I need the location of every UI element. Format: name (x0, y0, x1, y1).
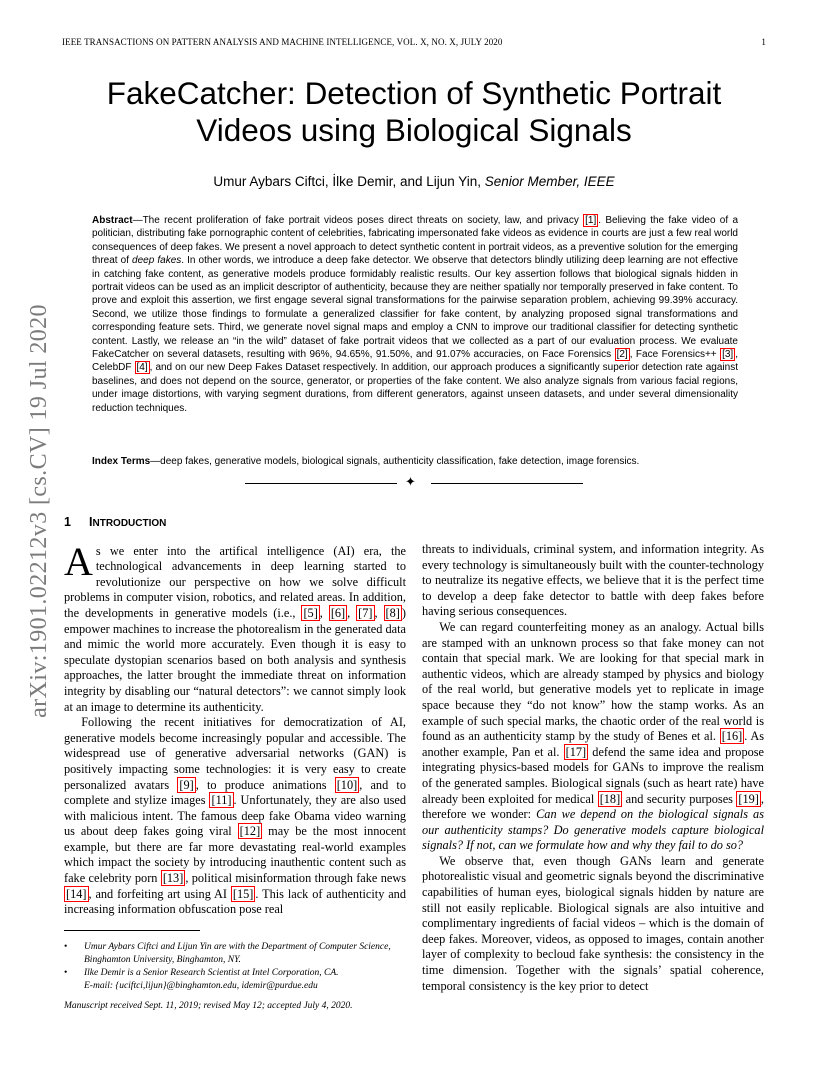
abstract-emphasis: deep fakes (132, 255, 182, 267)
abstract-text: . In other words, we introduce a deep fake detector. We observe that detectors blindly utilizing deep learning are not effective in catching fake content, as generative models produce formidably realistic results. Our key assertion follows that biological signals hidden in portrait videos can be used as an implicit descriptor of authenticity, because they are neither spatially nor temporally preserved in fake content. To prove and exploit this assertion, we first engage several signal transformations for the pairwise separation problem, achieving 99.39% accuracy. Second, we utilize those findings to formulate a generalized classifier for fake content, by analyzing proposed signal transformations and corresponding feature sets. Third, we generate novel signal maps and employ a CNN to improve our traditional classifier for detecting synthetic content. Lastly, we release an “in the wild” dataset of fake portrait videos that we collected as a part of our evaluation process. We evaluate FakeCatcher on several datasets, resulting with 96%, 94.65%, 91.50%, and 91.07% accuracies, on Face Forensics (92, 255, 739, 361)
paragraph-text: defend the same idea and propose integrating physics-based models for GANs to improve the realism of the generated samples. Biological signals (such as heart rate) have already been exploited for medical (422, 744, 765, 806)
paragraph-text: , (347, 605, 357, 620)
footnote-item: • Umur Aybars Ciftci and Lijun Yin are with the Department of Computer Science, Binghamton University, Binghamton, NY. (64, 941, 406, 966)
footnote-item (64, 967, 406, 992)
citation-link[interactable]: [5] (303, 605, 318, 620)
footnote-email: E-mail: {uciftci,lijun}@binghamton.edu, idemir@purdue.edu (84, 980, 318, 991)
citation-link[interactable]: [1] (585, 215, 597, 226)
paragraph-text: . This lack of authenticity and increasing information obfuscation pose real (64, 886, 406, 917)
abstract-label: Abstract (92, 215, 133, 226)
divider-line-left (245, 483, 397, 484)
abstract-text: . Believing the fake video of a politician, distributing fake pornographic content of celebrities, fabricating impersonated fake videos as evidence in courts are just a few real world consequences of deep fakes. We present a novel approach to detect synthetic content in portrait videos, as a preventive solution for the emerging threat of (92, 215, 739, 267)
section-title-rest: NTRODUCTION (92, 518, 167, 529)
citation-link[interactable]: [3] (722, 349, 734, 361)
paragraph-text: , therefore we wonder: (422, 791, 764, 822)
paragraph-text: and security purposes (622, 791, 737, 806)
author-names: Umur Aybars Ciftci, İlke Demir, and Lijun Yin, (213, 174, 482, 189)
citation-link[interactable]: [9] (179, 777, 194, 792)
author-membership: Senior Member, IEEE (484, 174, 615, 189)
paragraph (64, 715, 406, 918)
abstract-text: —The recent proliferation of fake portrait videos poses direct threats on society, law, and privacy (132, 215, 584, 226)
paragraph-text: , and to complete and stylize images (64, 777, 406, 808)
citation-link[interactable]: [17] (565, 744, 587, 759)
paragraph-text: , and forfeiting art using AI (88, 886, 231, 901)
index-terms-label: Index Terms (92, 456, 151, 467)
paragraph-text: We can regard counterfeiting money as an analogy. Actual bills are stamped with an unknown process so that fake money can not contain that special mark. We are looking for that special mark in authentic videos, which are already stamped by physics and biology of the real world, but generative models yet to replicate in image space because they “do not know” how the stamp works. As an example of such special marks, the chaotic order of the real world is found as an authenticity stamp by the study of Benes et al. (422, 619, 764, 744)
title-line-1: FakeCatcher: Detection of Synthetic Portrait (106, 75, 722, 111)
index-terms-text: —deep fakes, generative models, biological signals, authenticity classification, fake detection, image forensics. (150, 456, 640, 467)
footnotes (64, 941, 406, 1013)
paragraph-text: , (319, 605, 329, 620)
page-number: 1 (761, 37, 766, 47)
paragraph-text: , political misinformation through fake news (185, 871, 407, 886)
citation-link[interactable]: [15] (232, 886, 254, 901)
citation-link[interactable]: [13] (162, 871, 184, 886)
abstract-text: , CelebDF (92, 349, 738, 374)
paragraph (64, 538, 406, 716)
paper-title (60, 75, 768, 149)
citation-link[interactable]: [19] (738, 791, 759, 806)
citation-link[interactable]: [18] (599, 791, 621, 806)
paragraph: threats to individuals, criminal system, and information integrity. As every technology is simultaneously built with the counter-technology to neutralize its negative effects, we believe that it is the perfect time to develop a deep fake detector to battle with deep fakes before having serious consequences. (422, 542, 764, 619)
paragraph-text: may be the most innocent example, but there are far more devastating real-world examples which impact the society by introducing inauthentic content such as fake celebrity porn (64, 824, 406, 886)
footnote-text: Ilke Demir is a Senior Research Scientist at Intel Corporation, CA. (84, 968, 339, 978)
citation-link[interactable]: [10] (336, 777, 358, 792)
paragraph (422, 620, 764, 854)
citation-link[interactable]: [14] (66, 886, 87, 901)
citation-link[interactable]: [16] (721, 729, 743, 744)
citation-link[interactable]: [7] (358, 605, 373, 620)
citation-link[interactable]: [4] (136, 362, 148, 374)
left-column (64, 515, 406, 918)
paragraph-text: . Unfortunately, they are also used with malicious intent. The famous deep fake Obama video warning us about deep fakes going viral (64, 793, 406, 839)
arxiv-side-stamp: arXiv:1901.02212v3 [cs.CV] 19 Jul 2020 (26, 304, 52, 718)
drop-cap: A (64, 538, 93, 584)
paragraph-text: . As another example, Pan et al. (422, 729, 765, 759)
journal-name: IEEE TRANSACTIONS ON PATTERN ANALYSIS AND MACHINE INTELLIGENCE, VOL. X, NO. X, JULY 2020 (62, 37, 503, 47)
citation-link[interactable]: [11] (211, 793, 232, 808)
title-line-2: Videos using Biological Signals (196, 112, 632, 148)
abstract (92, 214, 738, 415)
paragraph-text: , (374, 605, 384, 620)
citation-link[interactable]: [12] (239, 824, 261, 839)
divider-star-icon: ✦ (405, 474, 416, 489)
paragraph-text: s we enter into the artifical intelligence (AI) era, the technological advancements in deep learning started to revolutionize our perspective on how we solve difficult problems in computer vision, robotics, and related areas. In addition, the developments in generative models (i.e., (64, 543, 406, 620)
citation-link[interactable]: [6] (330, 605, 346, 620)
author-list (60, 174, 768, 189)
abstract-text: , Face Forensics++ (629, 349, 721, 361)
abstract-text: , and on our new Deep Fakes Dataset respectively. In addition, our approach produces a significantly superior detection rate against baselines, and does not depend on the source, generator, or properties of the fake content. We also analyze signals from various facial regions, under image distortions, with varying segment durations, from different generators, against unseen datasets, and under several dimensionality reduction techniques. (92, 362, 738, 414)
paragraph-emphasis: Can we depend on the biological signals as our authenticity stamps? Do generative models capture biological signals? If not, can we formulate how and why they fail to do so? (422, 807, 764, 853)
index-terms (92, 455, 738, 468)
paragraph: We observe that, even though GANs learn and generate photorealistic visual and geometric signals beyond the discriminative capabilities of human eyes, biological signals hidden by nature are still not easily replicable. Biological signals are also intuitive and complimentary ingredients of facial videos – which is the domain of deep fakes. Moreover, videos, as opposed to images, contain another layer of complexity to becloud fake synthesis: the consistency in the time dimension. Together with the signals’ spatial coherence, temporal consistency is the key prior to detect (422, 853, 764, 993)
right-column (422, 542, 764, 994)
citation-link[interactable]: [2] (616, 349, 628, 361)
section-title-initial: I (89, 515, 93, 529)
paragraph-text: Following the recent initiatives for democratization of AI, generative models become increasingly popular and accessible. The widespread use of generative adversarial networks (GAN) is positively impacting some technologies: it is very easy to create personalized avatars (64, 715, 406, 792)
paragraph-text: ) empower machines to increase the photorealism in the generated data and mimic the world more accurately. Even though it is easy to speculate dystopian scenarios based on both analysis and synthesis approaches, the latter brought the immediate threat on information integrity by disabling our “natural detectors”: we cannot simply look at an image to determine its authenticity. (64, 605, 406, 714)
running-header (62, 37, 766, 47)
manuscript-dates: Manuscript received Sept. 11, 2019; revised May 12; accepted July 4, 2020. (64, 1001, 353, 1011)
footnote-list (64, 941, 406, 992)
section-number: 1 (64, 515, 71, 529)
footnote-rule (64, 930, 200, 931)
divider-line-right (431, 483, 583, 484)
citation-link[interactable]: [8] (385, 605, 400, 620)
section-heading (64, 515, 406, 532)
paragraph-text: , to produce animations (195, 777, 335, 792)
